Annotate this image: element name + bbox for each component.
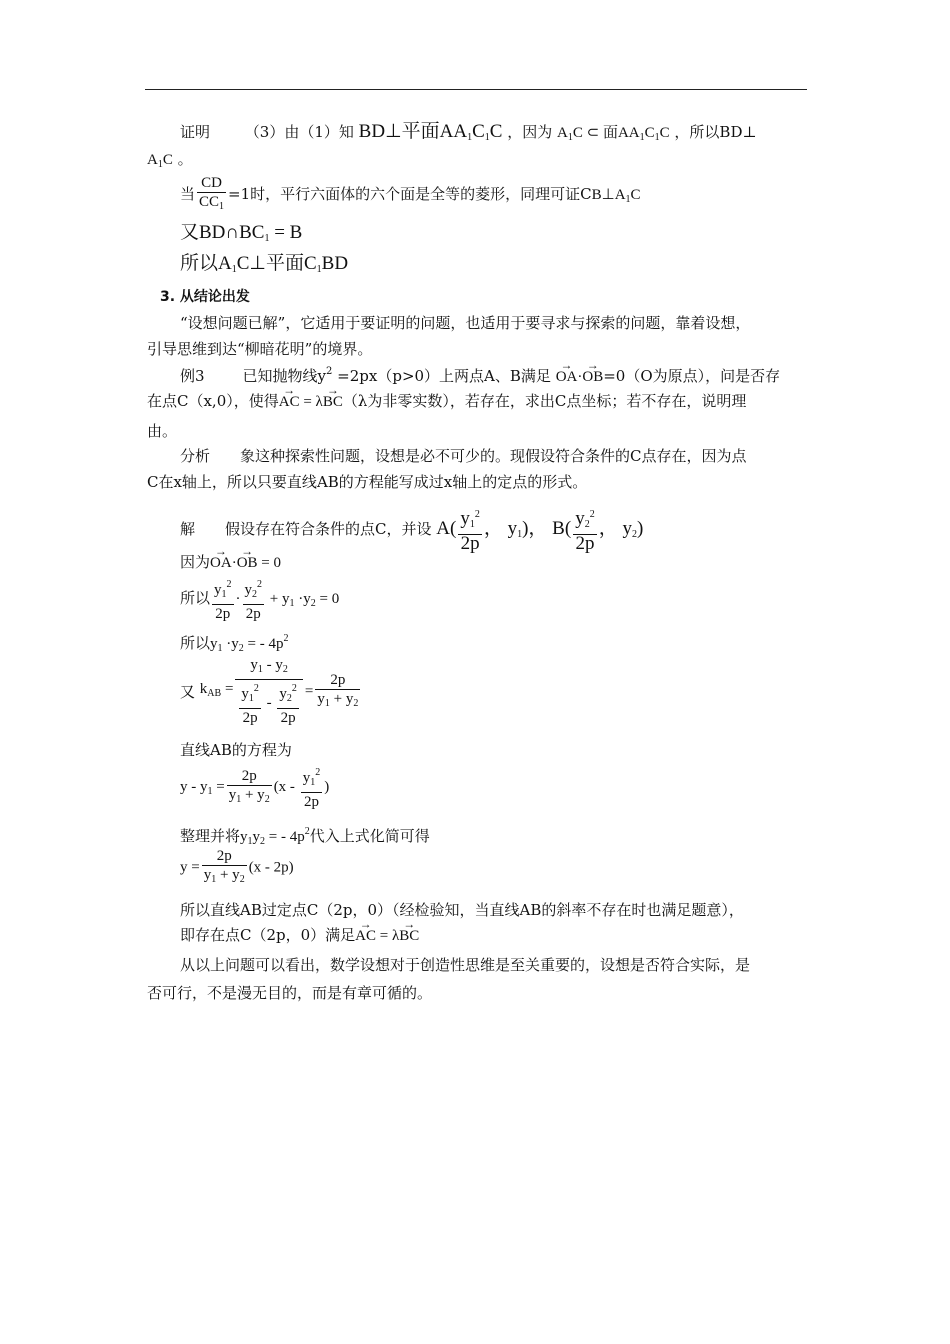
section-heading: 3. 从结论出发 — [160, 289, 250, 305]
when-line: 当 $\frac{CD}{CC_1}$ =1时，平行六面体的六个面是全等的菱形，同理可证$CB\perp A_1C$ — [180, 174, 641, 216]
analysis-line1: 分析 象这种探索性问题，设想是必不可少的。现假设符合条件的C点存在，因为点 — [180, 447, 747, 465]
also-line: 又$BD\cap BC_1 = B$ — [180, 222, 303, 244]
because-line: 因为→ OA·→ OB = 0 — [180, 552, 281, 573]
proof-line-1: 证明 （3）由（1）知 BD⊥平面$AA_1C_1C$ ，因为 $A_1C$ ⊂ 面$AA_1C_1C$ ，所以BD⊥ — [180, 121, 757, 143]
cd-over-cc1-fraction: $\frac{CD}{CC_1}$ — [199, 175, 225, 212]
final-line1: 从以上问题可以看出，数学设想对于创造性思维是至关重要的，设想是否符合实际，是 — [180, 956, 751, 974]
example3-line2: 在点C（x,0），使得→ AC = λ→ BC（λ为非零实数），若存在，求出C点坐标；若不存在，说明理 — [147, 391, 746, 412]
example3-line3: 由。 — [147, 422, 178, 440]
conclusion-line1: 所以直线AB过定点C（2p，0）（经检验知，当直线AB的斜率不存在时也满足题意）， — [180, 901, 744, 919]
product-line: 所以 $\frac{y_1^2}{2p}$ · $\frac{y_2^2}{2p}$ + $y_1 \cdot y_2 = 0$ — [180, 576, 339, 623]
slope-line: 又 $k_{AB}$ = $y_1 - y_2$ $\frac{y_1^2}{2p}$ - $\frac{y_2^2}{2p}$ = $\frac{2p}{y_1 + y_2}$ — [180, 657, 359, 726]
solution-line1: 解 假设存在符合条件的点C，并设 A( $\frac{y_1^2}{2p}$ ， $y_1$)， B( $\frac{y_2^2}{2p}$ ， $y_2$) — [180, 508, 644, 554]
example3-line1: 例3 已知抛物线$y^2 =2px(p>0)$上两点A、B满足 → OA·→ OB=0（O为原点），问是否存 — [180, 362, 780, 387]
analysis-line2: C在x轴上，所以只要直线AB的方程能写成过x轴上的定点的形式。 — [147, 473, 588, 491]
header-rule — [145, 89, 807, 90]
proof-line-2: $A_1C$ 。 — [147, 150, 193, 170]
line-ab-label: 直线AB的方程为 — [180, 741, 292, 759]
proof-label: 证明 — [180, 123, 211, 141]
para1-line1: “设想问题已解”，它适用于要证明的问题，也适用于要寻求与探索的问题，靠着设想， — [180, 314, 751, 332]
simplified-equation: y = $\frac{2p}{y_1 + y_2}$ (x - 2p) — [180, 848, 294, 885]
para1-line2: 引导思维到达“柳暗花明”的境界。 — [147, 340, 373, 358]
conclusion-line2: 即存在点C（2p，0）满足→ AC = λ→ BC — [180, 925, 419, 946]
simplify-line: 整理并将$y_1y_2$ = - $4p^2$代入上式化简可得 — [180, 826, 430, 847]
final-line2: 否可行，不是漫无目的，而是有章可循的。 — [147, 984, 433, 1002]
y1y2-line: 所以$y_1 \cdot y_2$ = - $4p^2$ — [180, 633, 289, 654]
so-line: 所以$A_1C\perp$平面$C_1BD$ — [180, 253, 349, 275]
line-ab-equation: y - $y_1$ = $\frac{2p}{y_1 + y_2}$ (x - $\frac{y_1^2}{2p}$ ) — [180, 764, 329, 811]
